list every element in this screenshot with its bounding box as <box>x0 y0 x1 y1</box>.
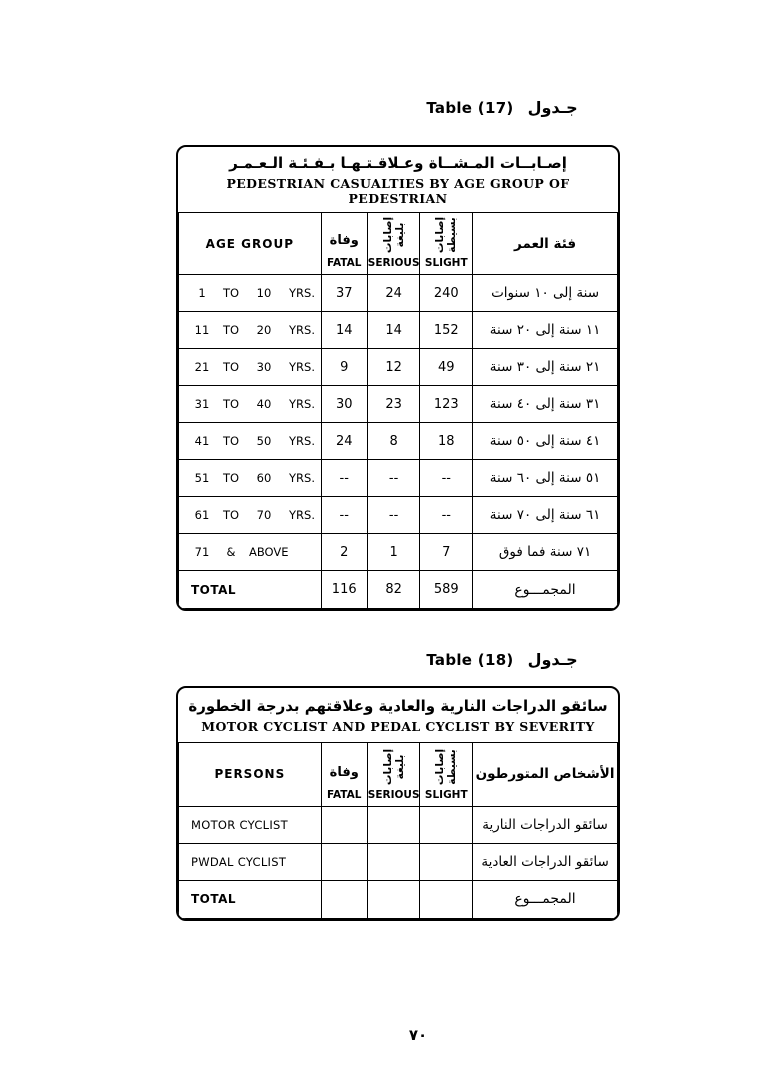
fatal-value: 14 <box>321 312 367 349</box>
age-arabic-label: ٦١ سنة إلى ٧٠ سنة <box>473 497 618 534</box>
table18-heading-english: Table (18) <box>426 651 514 669</box>
age-arabic-label: ٢١ سنة إلى ٣٠ سنة <box>473 349 618 386</box>
total-serious-value <box>367 880 420 918</box>
table17-heading-english: Table (17) <box>426 99 514 117</box>
table18-heading-arabic: جـدول <box>527 650 578 669</box>
table17-heading-arabic: جـدول <box>527 98 578 117</box>
serious-value <box>367 843 420 880</box>
age-arabic-label: ٧١ سنة فما فوق <box>473 534 618 571</box>
column-header-serious-arabic: إصابات بليغة <box>381 748 406 785</box>
table17 <box>178 147 618 609</box>
table18-title-english: MOTOR CYCLIST AND PEDAL CYCLIST BY SEVERITY <box>201 718 595 734</box>
serious-value: 8 <box>367 423 420 460</box>
slight-value: -- <box>420 497 473 534</box>
column-header-persons-arabic: الأشخاص المتورطون <box>475 766 615 782</box>
serious-value: 1 <box>367 534 420 571</box>
table18-heading <box>116 650 772 669</box>
fatal-value <box>321 843 367 880</box>
age-to: 70 <box>256 508 272 522</box>
table18 <box>178 688 618 919</box>
age-range-cell <box>179 497 322 534</box>
persons-arabic-label: سائقو الدراجات العادية <box>473 843 618 880</box>
total-label: TOTAL <box>179 571 322 609</box>
age-arabic-label: ٤١ سنة إلى ٥٠ سنة <box>473 423 618 460</box>
table-row-age-11-20 <box>179 312 618 349</box>
age-to: 20 <box>256 323 272 337</box>
age-from: 31 <box>194 397 210 411</box>
total-slight-value: 589 <box>420 571 473 609</box>
fatal-value: 37 <box>321 275 367 312</box>
age-yrs: YRS. <box>289 471 315 485</box>
column-header-age-arabic: فئة العمر <box>514 235 577 252</box>
age-to-word: TO <box>222 360 240 374</box>
column-header-serious: SERIOUS <box>367 257 420 269</box>
slight-value: 123 <box>420 386 473 423</box>
age-to-word: & <box>226 545 236 559</box>
table18-total-row <box>179 880 618 918</box>
cyclist-severity-table <box>176 686 620 921</box>
slight-value: 18 <box>420 423 473 460</box>
table-row-age-51-60 <box>179 460 618 497</box>
table-row-age-21-30 <box>179 349 618 386</box>
column-header-fatal: FATAL <box>326 788 362 801</box>
slight-value: 152 <box>420 312 473 349</box>
age-to: 40 <box>256 397 272 411</box>
column-header-age-group: AGE GROUP <box>205 236 294 251</box>
serious-value: -- <box>367 460 420 497</box>
persons-label: MOTOR CYCLIST <box>179 806 322 843</box>
column-header-slight: SLIGHT <box>424 257 468 269</box>
table17-title-english: PEDESTRIAN CASUALTIES BY AGE GROUP OF PEDESTRIAN <box>226 176 570 206</box>
total-serious-value: 82 <box>367 571 420 609</box>
age-to-word: TO <box>222 323 240 337</box>
serious-value: 12 <box>367 349 420 386</box>
fatal-value <box>321 806 367 843</box>
table-row-age-71-above <box>179 534 618 571</box>
age-to: 10 <box>256 286 272 300</box>
fatal-value: 30 <box>321 386 367 423</box>
persons-label: PWDAL CYCLIST <box>179 843 322 880</box>
serious-value <box>367 806 420 843</box>
serious-value: -- <box>367 497 420 534</box>
column-header-slight-arabic: إصابات بسيطة <box>434 216 459 254</box>
total-arabic-label: المجمـــوع <box>473 571 618 609</box>
fatal-value: 9 <box>321 349 367 386</box>
column-header-persons: PERSONS <box>214 767 286 781</box>
table-row-pedal-cyclist <box>179 843 618 880</box>
age-range-cell <box>179 386 322 423</box>
table-row-age-1-10 <box>179 275 618 312</box>
table18-title-arabic: سائقو الدراجات النارية والعادية وعلاقتهم بدرجة الخطورة <box>188 696 608 715</box>
age-arabic-label: ٥١ سنة إلى ٦٠ سنة <box>473 460 618 497</box>
table-row-age-41-50 <box>179 423 618 460</box>
table17-title-arabic: إصـابــات المـشــاة وعـلاقـتـهـا بـفـئـة الـعـمـر <box>229 154 567 172</box>
age-yrs: YRS. <box>289 286 315 300</box>
age-range-cell <box>179 312 322 349</box>
age-yrs: YRS. <box>289 508 315 522</box>
age-to-word: TO <box>222 434 240 448</box>
age-to-word: TO <box>222 286 240 300</box>
age-from: 21 <box>194 360 210 374</box>
column-header-fatal: FATAL <box>326 257 362 269</box>
age-yrs: YRS. <box>289 397 315 411</box>
page-number: ٧٠ <box>408 1026 428 1044</box>
total-fatal-value: 116 <box>321 571 367 609</box>
age-from: 71 <box>194 545 210 559</box>
serious-value: 14 <box>367 312 420 349</box>
total-fatal-value <box>321 880 367 918</box>
column-header-fatal-arabic: وفاة <box>329 764 359 780</box>
fatal-value: -- <box>321 460 367 497</box>
slight-value: 49 <box>420 349 473 386</box>
age-to: 60 <box>256 471 272 485</box>
serious-value: 24 <box>367 275 420 312</box>
age-yrs: YRS. <box>289 360 315 374</box>
age-to-word: TO <box>222 508 240 522</box>
table17-heading <box>116 98 772 117</box>
age-to: 50 <box>256 434 272 448</box>
table-row-age-61-70 <box>179 497 618 534</box>
slight-value: 240 <box>420 275 473 312</box>
column-header-slight-arabic: إصابات بسيطة <box>434 748 459 785</box>
total-label: TOTAL <box>179 880 322 918</box>
age-from: 11 <box>194 323 210 337</box>
age-range-cell <box>179 460 322 497</box>
age-range-cell <box>179 275 322 312</box>
fatal-value: 24 <box>321 423 367 460</box>
age-arabic-label: سنة إلى ١٠ سنوات <box>473 275 618 312</box>
slight-value: -- <box>420 460 473 497</box>
age-yrs: YRS. <box>289 434 315 448</box>
age-to: ABOVE <box>249 545 289 559</box>
age-range-cell <box>179 423 322 460</box>
column-header-serious: SERIOUS <box>367 788 420 801</box>
slight-value <box>420 843 473 880</box>
total-slight-value <box>420 880 473 918</box>
slight-value <box>420 806 473 843</box>
age-range-cell <box>179 534 322 571</box>
pedestrian-casualties-table <box>176 145 620 611</box>
column-header-slight: SLIGHT <box>424 788 468 801</box>
total-arabic-label: المجمـــوع <box>473 880 618 918</box>
age-to-word: TO <box>222 471 240 485</box>
age-to-word: TO <box>222 397 240 411</box>
table17-total-row <box>179 571 618 609</box>
column-header-fatal-arabic: وفاة <box>329 233 359 248</box>
table17-title-row <box>179 147 618 213</box>
age-arabic-label: ١١ سنة إلى ٢٠ سنة <box>473 312 618 349</box>
age-from: 51 <box>194 471 210 485</box>
age-from: 41 <box>194 434 210 448</box>
fatal-value: 2 <box>321 534 367 571</box>
persons-arabic-label: سائقو الدراجات النارية <box>473 806 618 843</box>
fatal-value: -- <box>321 497 367 534</box>
age-from: 61 <box>194 508 210 522</box>
age-to: 30 <box>256 360 272 374</box>
age-from: 1 <box>198 286 206 300</box>
table17-header-row <box>179 213 618 275</box>
table-row-motor-cyclist <box>179 806 618 843</box>
age-range-cell <box>179 349 322 386</box>
table18-header-row <box>179 742 618 806</box>
table18-title-row <box>179 688 618 742</box>
age-yrs: YRS. <box>289 323 315 337</box>
serious-value: 23 <box>367 386 420 423</box>
table-row-age-31-40 <box>179 386 618 423</box>
age-arabic-label: ٣١ سنة إلى ٤٠ سنة <box>473 386 618 423</box>
column-header-serious-arabic: إصابات بليغة <box>381 216 406 254</box>
slight-value: 7 <box>420 534 473 571</box>
